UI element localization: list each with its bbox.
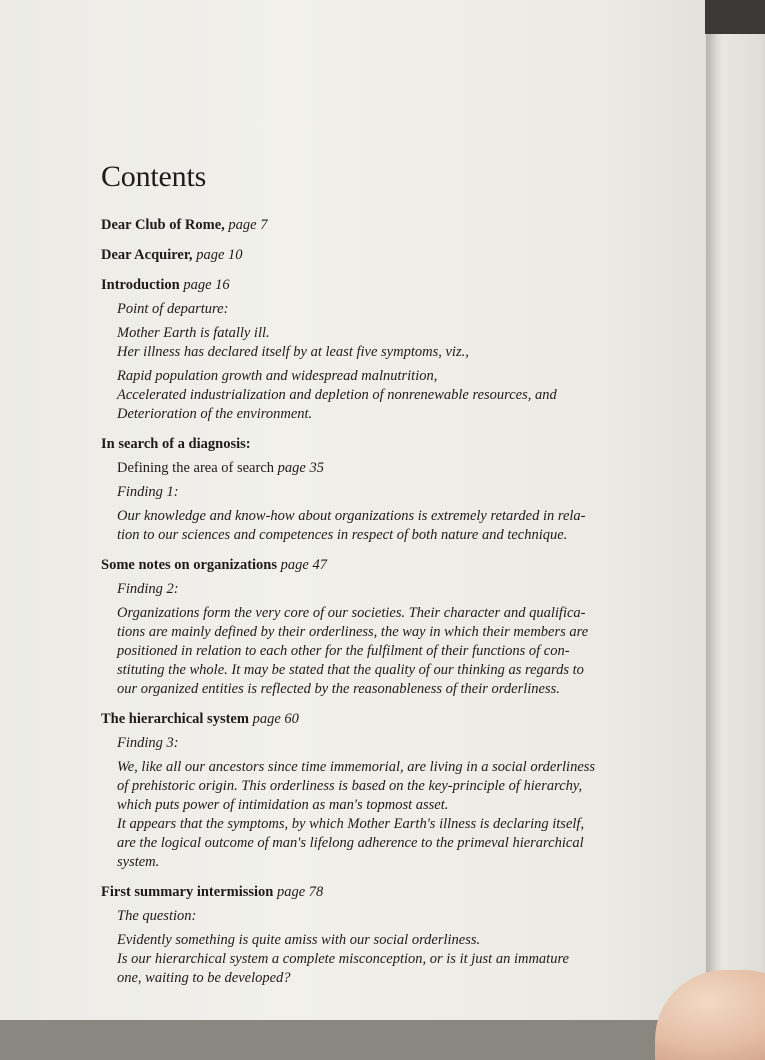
toc-entry xyxy=(101,883,641,988)
toc-line: Finding 2: xyxy=(117,581,179,597)
toc-heading: Some notes on organizations page 47 xyxy=(101,557,327,573)
page-ref: page 78 xyxy=(277,884,324,900)
toc-line: Defining the area of search page 35 xyxy=(117,460,324,476)
page-ref: page 60 xyxy=(252,711,299,727)
toc-entry xyxy=(101,435,641,545)
toc-heading: The hierarchical system page 60 xyxy=(101,711,299,727)
contents-list xyxy=(101,160,641,988)
background-corner xyxy=(705,0,765,34)
page-ref: page 7 xyxy=(228,217,268,233)
toc-line: It appears that the symptoms, by which Mother Earth's illness is declaring itself, xyxy=(117,816,585,832)
next-page-edge xyxy=(706,0,765,1020)
toc-line: Finding 3: xyxy=(117,735,179,751)
toc-line: Point of departure: xyxy=(117,301,229,317)
toc-line: one, waiting to be developed? xyxy=(117,970,291,986)
toc-heading: Dear Club of Rome, page 7 xyxy=(101,217,268,233)
toc-line: Deterioration of the environment. xyxy=(117,406,313,422)
page-title: Contents xyxy=(101,160,207,193)
toc-line: Accelerated industrialization and depletion of nonrenewable resources, and xyxy=(117,387,557,403)
page-ref: page 35 xyxy=(277,460,324,476)
toc-line: We, like all our ancestors since time immemorial, are living in a social orderliness xyxy=(117,759,596,775)
toc-line: tions are mainly defined by their orderliness, the way in which their members are xyxy=(117,624,589,640)
toc-line: The question: xyxy=(117,908,197,924)
toc-heading: Introduction page 16 xyxy=(101,277,230,293)
toc-line: Organizations form the very core of our societies. Their character and qualifica- xyxy=(117,605,586,621)
toc-entry xyxy=(101,556,641,699)
toc-line: our organized entities is reflected by the reasonableness of their orderliness. xyxy=(117,681,560,697)
toc-line: Is our hierarchical system a complete misconception, or is it just an immature xyxy=(117,951,569,967)
toc-entry xyxy=(101,276,641,424)
toc-entry xyxy=(101,710,641,872)
page-ref: page 47 xyxy=(280,557,327,573)
toc-entry xyxy=(101,216,641,235)
toc-line: positioned in relation to each other for the fulfilment of their functions of con- xyxy=(117,643,570,659)
toc-line: of prehistoric origin. This orderliness is based on the key-principle of hierarchy, xyxy=(117,778,583,794)
toc-line: are the logical outcome of man's lifelong adherence to the primeval hierarchical xyxy=(117,835,584,851)
toc-line: Finding 1: xyxy=(117,484,179,500)
toc-line: Her illness has declared itself by at least five symptoms, viz., xyxy=(117,344,469,360)
toc-heading: First summary intermission page 78 xyxy=(101,884,324,900)
toc-line: tion to our sciences and competences in respect of both nature and technique. xyxy=(117,527,568,543)
toc-line: Evidently something is quite amiss with our social orderliness. xyxy=(117,932,481,948)
toc-line: which puts power of intimidation as man's topmost asset. xyxy=(117,797,449,813)
toc-line: stituting the whole. It may be stated that the quality of our thinking as regards to xyxy=(117,662,584,678)
page-ref: page 16 xyxy=(183,277,230,293)
toc-line: Our knowledge and know-how about organizations is extremely retarded in rela- xyxy=(117,508,586,524)
toc-line: Mother Earth is fatally ill. xyxy=(117,325,270,341)
toc-line: Rapid population growth and widespread malnutrition, xyxy=(117,368,438,384)
toc-entry xyxy=(101,246,641,265)
page-ref: page 10 xyxy=(196,247,243,263)
toc-heading: In search of a diagnosis: xyxy=(101,436,251,452)
toc-line: system. xyxy=(117,854,160,870)
toc-heading: Dear Acquirer, page 10 xyxy=(101,247,243,263)
